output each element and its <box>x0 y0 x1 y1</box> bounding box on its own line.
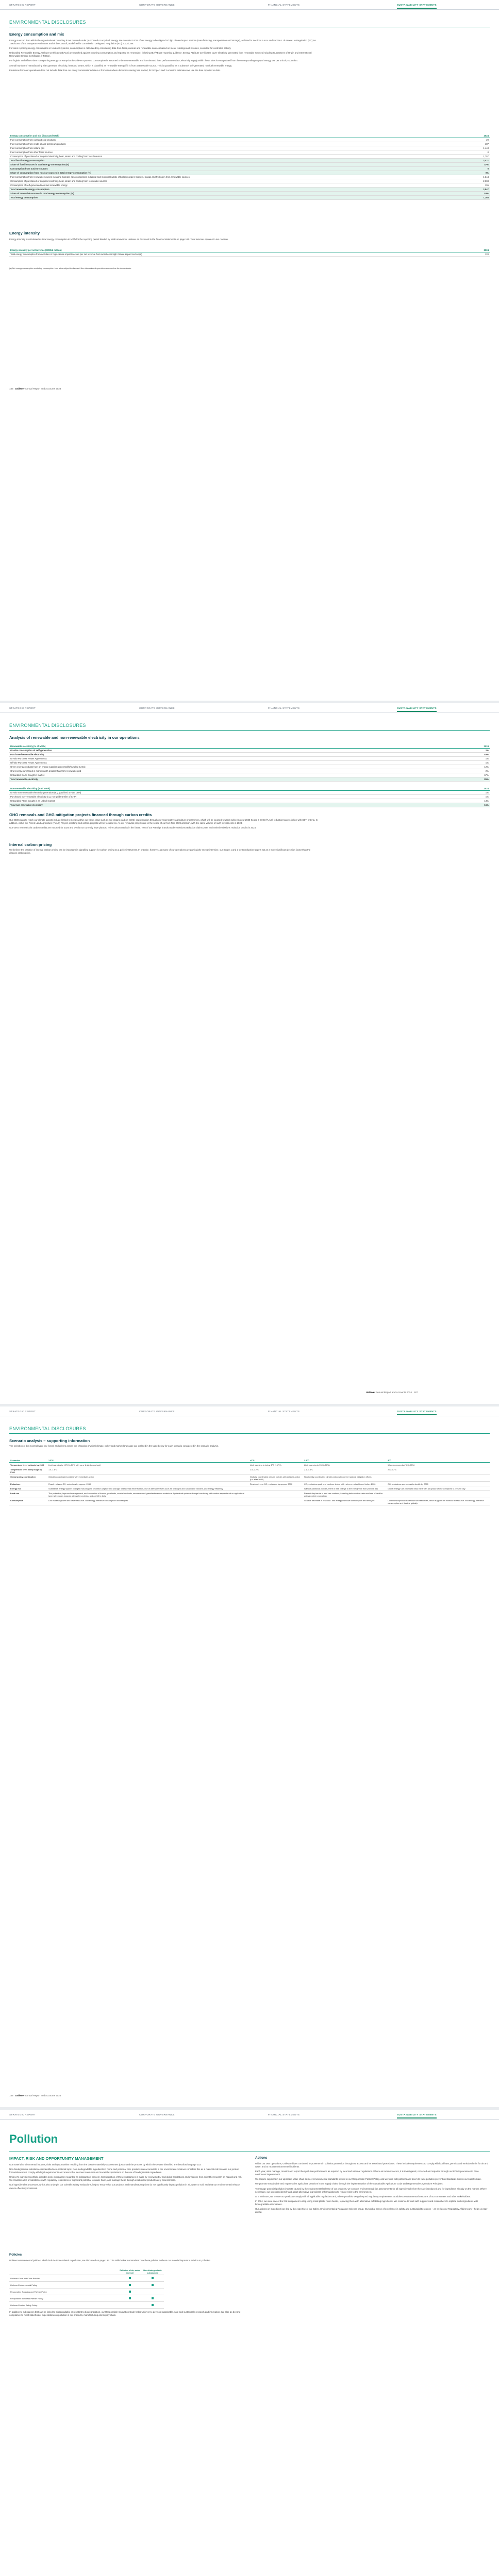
row-value: 12% <box>467 765 490 769</box>
table-row <box>9 146 490 150</box>
table-row <box>9 765 490 769</box>
table-cell <box>249 1486 303 1491</box>
table-cell: Globally coordinated climate policies with delayed action (i.e. after 2030) <box>249 1475 303 1482</box>
footnote: (a) Net energy consumption excluding consumption from sites subject to disposal. Non-discontinued operations are used as the denominator. <box>9 267 132 269</box>
paragraph: Our actions on ingredients are led by the expertise of our Safety, Environmental & Regulatory Science group. Our global sense of excellence in safety and sustainability science – as well as our Regulatory Affairs team – helps us stay ahead. <box>255 2208 488 2214</box>
top-nav <box>0 703 499 713</box>
section-heading: Scenario analysis – supporting information <box>9 1438 90 1443</box>
table-cell <box>249 1491 303 1498</box>
energy-intensity-table <box>9 248 490 257</box>
column-header: Non-biodegradable substances <box>141 2268 164 2275</box>
nav-corporate-governance[interactable]: CORPORATE GOVERNANCE <box>139 2113 175 2116</box>
page-189 <box>0 2110 499 2576</box>
page-footer <box>366 1391 418 1394</box>
policy-coverage-cell <box>141 2289 164 2295</box>
row-value: 29 <box>467 138 490 142</box>
table-cell: Reach net zero CO₂ emissions by approx. 2050 <box>47 1482 249 1486</box>
table-cell: Reach net zero CO₂ emissions by approx. 2070 <box>249 1482 303 1486</box>
nav-sustainability-statements[interactable]: SUSTAINABILITY STATEMENTS <box>397 4 437 6</box>
table-cell: 1.5–2.2°C <box>249 1467 303 1475</box>
column-header: Energy intensity per net revenue (MWh/€ million) <box>9 248 467 252</box>
table-header-row <box>9 134 490 138</box>
table-row <box>9 2302 164 2309</box>
table-cell: Limit warming to 3°C (>50%) <box>303 1463 387 1467</box>
page-187 <box>0 703 499 1404</box>
brand-name: Unilever <box>366 1391 376 1394</box>
table-cell <box>387 1475 490 1482</box>
column-header: 2024 <box>467 134 490 138</box>
policy-name: Responsible Sourcing and Partner Policy <box>9 2289 119 2295</box>
check-square-icon <box>129 2291 131 2293</box>
row-label: Unbundled EACs bought in market <box>9 773 467 777</box>
row-label: On-site consumption of self-generation <box>9 749 467 753</box>
row-value: 1% <box>467 795 490 799</box>
table-row <box>9 799 490 803</box>
row-value: 195 <box>467 183 490 188</box>
table-header-row <box>9 2268 164 2275</box>
table-cell: Present day trends in land use continue, including deforestation rates and use of land for animal protein production <box>303 1491 387 1498</box>
paragraph: Our ingredient list processes, which also underpin our scientific safety evaluations, help to ensure that our products and manufacturing sites do not significantly impact pollution in air, water or soil, and that our environmental release data is effectively monitored. <box>9 2183 240 2190</box>
page-188 <box>0 1406 499 2107</box>
nav-strategic-report[interactable]: STRATEGIC REPORT <box>9 1410 36 1413</box>
table-cell: Limit warming to 1.5°C (>50% with no or limited overshoot) <box>47 1463 249 1467</box>
top-nav <box>0 2110 499 2120</box>
table-row <box>9 753 490 757</box>
policy-name: Responsible Business Partner Policy <box>9 2295 119 2302</box>
paragraph: Our GHG removals via carbon credits are reported for 2024 and we do not currently have plans to retire carbon credits in the future. Two of our Prestige brands made emissions reduction claims 2024 and retired emissions reduction credits in 2024. <box>9 826 257 829</box>
row-label: Share of consumption from nuclear sources in total energy consumption (%) <box>9 171 467 175</box>
column-header: Scenarios <box>9 1458 47 1463</box>
nav-strategic-report[interactable]: STRATEGIC REPORT <box>9 2113 36 2116</box>
row-label: Fuel consumption from natural gas <box>9 146 467 150</box>
nav-strategic-report[interactable]: STRATEGIC REPORT <box>9 4 36 6</box>
scenario-table <box>9 1458 490 1505</box>
paragraph: Non-biodegradable substances is identified as a material topic. Non-biodegradable ingredients in home and personal care products can accumulate in the environment. Unilever considers this as a material risk because our product formulations must comply with legal requirements and ensure that we meet consumer and societal expectations on the use of biodegradable ingredients. <box>9 2168 240 2174</box>
row-label: Emissions <box>9 1482 47 1486</box>
table-row <box>9 179 490 183</box>
row-value: 2% <box>467 769 490 773</box>
row-value: 2% <box>467 749 490 753</box>
actions-text <box>255 2162 490 2215</box>
table-row <box>9 196 490 200</box>
policies-heading: Policies <box>9 2253 22 2257</box>
table-row <box>9 777 490 782</box>
row-value: 0 <box>467 167 490 171</box>
policy-coverage-cell <box>141 2282 164 2289</box>
check-square-icon <box>152 2284 154 2286</box>
column-header: 2024 <box>467 787 490 791</box>
intro-text: The selection of the most relevant key forces and drivers across the changing physical climate, policy and market landscape are outlined in the table below for each scenario considered in the scenario analysis. <box>9 1445 219 1447</box>
row-label: Purchased non-renewable electricity (e.g. non-grid transfer of CHP) <box>9 795 467 799</box>
top-nav <box>0 0 499 10</box>
paragraph: Our 2030 plans to reach our climate targets include limited removals within our value chain such as soil organic carbon (SOC) sequestration through our regenerative agriculture programmes, which will be counted towards achieving our 2030 Scope 3 GHG (FLAG) reduction targets in line with SBTi criteria. In addition, within the Forest Land Agriculture (FLAG) Project, insetting and carbon projects will be focused on. As our removals projects are in the scope of our Net Zero 2039 ambition, with the same volume of such investments in 2024. <box>9 819 318 825</box>
nav-corporate-governance[interactable]: CORPORATE GOVERNANCE <box>139 4 175 6</box>
top-nav <box>0 1406 499 1416</box>
row-value: 1% <box>467 761 490 765</box>
row-label: Fuel consumption from coal and coal products <box>9 138 467 142</box>
table-row <box>9 2295 164 2302</box>
paragraph: Emissions from our operations does not include data from our newly commissioned sites or from sites where decommissioning has started, for Scope 1 and 2 emission estimates we use the data reported to date. <box>9 69 221 72</box>
row-value: 85% <box>467 777 490 782</box>
policy-coverage-cell <box>141 2275 164 2282</box>
section-label: ENVIRONMENTAL DISCLOSURES <box>9 1426 86 1431</box>
table-cell: 2.8–5.7°C <box>387 1467 490 1475</box>
row-label: Grid energy purchased in markets with greater than 95% renewable grid <box>9 769 467 773</box>
table-cell: Low material growth and lower resource- and energy-intensive consumption and lifestyles <box>47 1498 249 1505</box>
table-cell: Limit warming to below 2°C (>67%) <box>249 1463 303 1467</box>
table-cell <box>387 1491 490 1498</box>
row-value: 3,421 <box>467 159 490 163</box>
check-square-icon <box>152 2304 154 2306</box>
paragraph: For sites reporting energy consumption in Unilever systems, consumption is calculated by considering data from fossil, nuclear and renewable sources based on meter readings and invoices, corrected for controlled activity. <box>9 47 231 50</box>
policy-coverage-cell <box>119 2302 141 2309</box>
table-row <box>9 749 490 753</box>
paragraph: Within our own operations, Unilever drives continued improvement in pollution prevention through our ECMS and its associated procedures. These include requirements to comply with local laws, permits and emission limits for air and water, and to report environmental incidents. <box>255 2162 489 2168</box>
column-header: 1.5°C <box>47 1458 249 1463</box>
check-square-icon <box>152 2297 154 2299</box>
table-cell: No globally coordinated climate policy with current national mitigation efforts <box>303 1475 387 1482</box>
policies-after-text: In addition to substances that can be linked to biodegradable or resistant to biodegradation, our Responsible Innovation Code helps Unilever to develop sustainable, safe and sustainable research and innovation. We also go beyond compliance to meet stakeholder expectations on pollution in our products, manufacturing and supply chain. <box>9 2311 241 2317</box>
paragraph: To manage potential pollution impacts caused by the environmental release of our products, we conduct environmental risk assessments for all ingredients before they are introduced and for ingredients already on the market. Where necessary, our scientists identify and adopt alternative ingredients or formulations to reduce risks to the environment. <box>255 2187 487 2193</box>
row-label: Consumption of purchased or acquired electricity, heat, steam and cooling from fossil sources <box>9 155 467 159</box>
table-cell: Warming exceeds 4°C (>50%) <box>387 1463 490 1467</box>
ghg-removals-text <box>9 819 319 831</box>
paragraph: Unilever's ingredient portfolio includes some substances regarded as pollutants of concern. Consideration of these substances is made by reviewing EU and global regulations and evidence from scientific research on hazard and risk. We maintain a list of substances with regulatory restrictions or significant potential to cause harm, and manage these through established product safety assessments. <box>9 2176 242 2182</box>
row-value: 0% <box>467 171 490 175</box>
column-header <box>9 2268 119 2275</box>
column-header: Energy consumption and mix (thousand MWh) <box>9 134 467 138</box>
table-row <box>9 192 490 196</box>
paragraph: For logistic and offices sites not reporting energy consumption in Unilever systems, consumption is assumed to be non-renewable and is estimated from performance data; electricity supply within these sites is extrapolated from the corresponding mapped energy use per unit of production. <box>9 59 298 62</box>
column-header: Renewable electricity (% of MWh) <box>9 744 467 749</box>
table-row <box>9 1482 490 1486</box>
row-label: Fuel consumption from crude oil and petroleum products <box>9 142 467 146</box>
table-row <box>9 1467 490 1475</box>
internal-carbon-text: We believe the practice of internal carbon pricing can be important in signalling support for carbon pricing as a policy instrument. In practice, however, as many of our operations are particularly energy intensive, our Scope 1 and 2 GHG reduction targets act as a more significant decision factor than the disease carbon price. <box>9 849 311 855</box>
policy-coverage-cell <box>119 2275 141 2282</box>
check-square-icon <box>129 2284 131 2286</box>
pollution-title: Pollution <box>9 2132 58 2145</box>
page-number: 186 <box>9 387 13 390</box>
nav-sustainability-statements[interactable]: SUSTAINABILITY STATEMENTS <box>397 1410 437 1413</box>
table-cell: Substantial energy system changes including use of carbon capture and storage, widespread electrification, use of alternative fuels such as hydrogen and sustainable biofuels, and energy efficiency <box>47 1486 249 1491</box>
nav-corporate-governance[interactable]: CORPORATE GOVERNANCE <box>139 1410 175 1413</box>
row-label: Global policy coordination <box>9 1475 47 1482</box>
row-label: Total energy consumption from activities in high climate impact sectors per net revenue from activities in high climate impact sectors(a) <box>9 252 467 257</box>
brand-name: Unilever <box>15 387 25 390</box>
page-footer <box>9 387 61 390</box>
energy-intensity-text: Energy intensity is calculated as total energy consumption in MWh for the reporting period divided by total turnover for Unilever as disclosed in the financial statements on page 185. Total turnover equates to net revenue. <box>9 238 229 241</box>
table-row <box>9 159 490 163</box>
paragraph: Energy sourced from within the organisational boundary is not counted under 'purchased or acquired' energy. We consider 100% of our energy to be aligned to high climate impact sectors (manufacturing, transportation and storage), as listed in Sections A to H and Section L of Annex I to Regulation (EC) No 1893/2006 of the European Parliament and of the Council, as defined in Commission Delegated Regulation (EU) 2022/1288. <box>9 39 316 45</box>
row-label: Off-site Purchase Power Agreements <box>9 761 467 765</box>
check-square-icon <box>129 2297 131 2299</box>
row-label: Total renewable energy consumption <box>9 188 467 192</box>
section-label: ENVIRONMENTAL DISCLOSURES <box>9 20 86 25</box>
column-header: Pollution of air, water and soil <box>119 2268 141 2275</box>
row-value: 120 <box>467 252 490 257</box>
policy-coverage-cell <box>141 2295 164 2302</box>
row-label: On-site non-renewable electricity generation (e.g. gas fired on-site CHP) <box>9 791 467 795</box>
table-row <box>9 252 490 257</box>
row-label: Green energy products from an energy supplier (green tariffs/bundled EACs) <box>9 765 467 769</box>
report-title: Annual Report and Accounts 2024 <box>25 387 61 390</box>
row-label: Purchased renewable electricity <box>9 753 467 757</box>
report-title: Annual Report and Accounts 2024 <box>376 1391 412 1394</box>
table-row <box>9 1463 490 1467</box>
table-row <box>9 2289 164 2295</box>
policy-coverage-cell <box>119 2295 141 2302</box>
table-row <box>9 171 490 175</box>
table-row <box>9 138 490 142</box>
paragraph: We require suppliers in our upstream value chain to meet environmental standards set out in our Responsible Partner Policy, and we work with partners and peers to raise pollution prevention standards across our supply chain. <box>255 2178 481 2181</box>
column-header: Non-renewable electricity (% of MWh) <box>9 787 467 791</box>
table-row <box>9 150 490 155</box>
row-label: Consumption from nuclear sources <box>9 167 467 171</box>
table-row <box>9 1498 490 1505</box>
ghg-removals-heading: GHG removals and GHG mitigation projects financed through carbon credits <box>9 812 152 817</box>
table-cell <box>249 1498 303 1505</box>
row-label: Temperature level estimate by 2100 <box>9 1463 47 1467</box>
paragraph: We promote sustainable and regenerative agriculture practices in our supply chain, through the implementation of the Sustainable Agriculture Code and Regenerative Agriculture Principles. <box>255 2182 443 2185</box>
paragraph: Our material Environmental impacts, risks and opportunities resulting from the double materiality assessment (DMA) and the process by which these were identified are described on page 133. <box>9 2163 202 2166</box>
non-renewable-electricity-table <box>9 787 490 807</box>
row-value: 1,448 <box>467 146 490 150</box>
page-number: 187 <box>413 1391 418 1394</box>
row-label: On-site Purchase Power Agreements <box>9 757 467 761</box>
section-label: ENVIRONMENTAL DISCLOSURES <box>9 723 86 728</box>
column-header: <2°C <box>249 1458 303 1463</box>
brand-name: Unilever <box>15 2094 25 2097</box>
table-cell: CO₂ emissions peak and continue to rise with net zero not achieved before 2100 <box>303 1482 387 1486</box>
table-row <box>9 791 490 795</box>
row-label: Share of renewable sources in total energy consumption (%) <box>9 192 467 196</box>
table-row <box>9 761 490 765</box>
paragraph: Unbundled Renewable Energy Attribute Certificates (EACs) are matched against reporting consumption and reported as renewable, following IEA/RE100 reporting guidance. Energy Attribute Certificates cover electricity generated from renewable sources including Guarantees of Origin and International Renewable Energy Certificates (I-RECs). <box>9 52 312 58</box>
table-row <box>9 142 490 146</box>
row-value: 15% <box>467 803 490 807</box>
policies-intro: Unilever environmental policies, which include those related to pollution, are discussed on page 133. The table below summarises how these policies address our material impacts in relation to pollution. <box>9 2259 211 2262</box>
table-row <box>9 1475 490 1482</box>
nav-corporate-governance[interactable]: CORPORATE GOVERNANCE <box>139 707 175 709</box>
column-header: 2024 <box>467 248 490 252</box>
table-row <box>9 773 490 777</box>
table-cell: Globally coordinated policies with immediate action <box>47 1475 249 1482</box>
row-value: 83% <box>467 753 490 757</box>
row-label: Fuel consumption from other fossil sources <box>9 150 467 155</box>
row-label: Fuel consumption from renewable sources including biomass (also comprising industrial and municipal waste of biologic origin), biofuels, biogas and hydrogen from renewable sources <box>9 175 467 179</box>
row-label: Share of fossil sources in total energy consumption (%) <box>9 163 467 167</box>
page-footer <box>9 2094 61 2097</box>
row-value: 47% <box>467 163 490 167</box>
actions-heading: Actions <box>255 2156 268 2160</box>
page-number: 188 <box>9 2094 13 2097</box>
policy-coverage-cell <box>119 2282 141 2289</box>
column-header: 2024 <box>467 744 490 749</box>
table-header-row <box>9 1458 490 1463</box>
column-header: 4°C <box>387 1458 490 1463</box>
body-text <box>9 39 319 74</box>
section-heading: Energy consumption and mix <box>9 32 64 37</box>
divider <box>9 1433 490 1434</box>
column-header: 2.5°C <box>303 1458 387 1463</box>
row-value: 1,344 <box>467 175 490 179</box>
paragraph: A small number of manufacturing sites generate electricity, heat and steam, which is classified as renewable energy if it is from a renewable source. This is quantified as a subset of self-generated non-fuel renewable energy. <box>9 64 232 67</box>
table-row <box>9 769 490 773</box>
row-value: 2,308 <box>467 179 490 183</box>
table-row <box>9 175 490 179</box>
nav-financial-statements[interactable]: FINANCIAL STATEMENTS <box>268 707 300 709</box>
section-heading: Analysis of renewable and non-renewable electricity in our operations <box>9 735 140 740</box>
paragraph: Each year, sites manage, monitor and report their pollution performance as required by local and national regulations. Where an incident occurs, it is investigated, corrected and reported through our ECMS processes to drive continuous improvement. <box>255 2170 479 2176</box>
table-row <box>9 1491 490 1498</box>
policy-table <box>9 2268 164 2309</box>
table-cell: Continued exploitation of fossil fuel resources, which supports an increase in resource- and energy-intensive consumption and lifestyle globally <box>387 1498 490 1505</box>
paragraph: In 2024, we were one of the first companies to stop using small plastic micro beads, replacing them with alternative exfoliating ingredients. We continue to work with suppliers and researchers to replace such ingredients with biodegradable alternatives. <box>255 2199 478 2206</box>
table-row <box>9 1486 490 1491</box>
nav-financial-statements[interactable]: FINANCIAL STATEMENTS <box>268 1410 300 1413</box>
row-label: Land use <box>9 1491 47 1498</box>
table-cell: 2.1–3.5°C <box>303 1467 387 1475</box>
row-label: Unbundled RECs bought in an unbuilt market <box>9 799 467 803</box>
policy-name: Unilever Environmental Policy <box>9 2282 119 2289</box>
row-label: Energy mix <box>9 1486 47 1491</box>
row-value: 7,268 <box>467 196 490 200</box>
nav-sustainability-statements[interactable]: SUSTAINABILITY STATEMENTS <box>397 2113 437 2116</box>
table-row <box>9 163 490 167</box>
table-cell: 1.4–1.8°C <box>47 1467 249 1475</box>
nav-strategic-report[interactable]: STRATEGIC REPORT <box>9 707 36 709</box>
page-186 <box>0 0 499 701</box>
iro-heading: IMPACT, RISK AND OPPORTUNITY MANAGEMENT <box>9 2156 104 2161</box>
row-label: Total fossil energy consumption <box>9 159 467 163</box>
row-value: 1% <box>467 757 490 761</box>
table-row <box>9 167 490 171</box>
policy-name: Unilever Code and Code Policies <box>9 2275 119 2282</box>
table-header-row <box>9 744 490 749</box>
divider <box>9 730 490 731</box>
table-row <box>9 188 490 192</box>
nav-financial-statements[interactable]: FINANCIAL STATEMENTS <box>268 4 300 6</box>
row-value: 53% <box>467 192 490 196</box>
row-label: Consumption of purchased or acquired electricity, heat, steam and cooling from renewable sources <box>9 179 467 183</box>
row-label: Total energy consumption <box>9 196 467 200</box>
energy-mix-table <box>9 134 490 200</box>
nav-financial-statements[interactable]: FINANCIAL STATEMENTS <box>268 2113 300 2116</box>
row-value: 187 <box>467 142 490 146</box>
table-row <box>9 2275 164 2282</box>
table-cell: Gradual decrease in resource- and energy-intensive consumption and lifestyles <box>303 1498 387 1505</box>
table-cell: CO₂ emissions approximately double by 2050 <box>387 1482 490 1486</box>
check-square-icon <box>152 2277 154 2279</box>
table-header-row <box>9 787 490 791</box>
row-label: Consumption <box>9 1498 47 1505</box>
energy-intensity-heading: Energy intensity <box>9 231 40 235</box>
renewable-electricity-table <box>9 744 490 782</box>
table-cell: Without additional policies, there is little change to the energy mix from present day <box>303 1486 387 1491</box>
policy-name: Unilever Product Safety Policy <box>9 2302 119 2309</box>
policy-coverage-cell <box>141 2302 164 2309</box>
row-label: Total renewable electricity <box>9 777 467 782</box>
paragraph: At a minimum, we ensure our products comply with all applicable regulations and, where possible, we go beyond regulatory requirements to address environmental concerns of our consumers and other stakeholders. <box>255 2195 471 2198</box>
table-cell: Global energy use prioritises fossil fuels with an uptake of use compared to present day <box>387 1486 490 1491</box>
table-row <box>9 795 490 799</box>
table-row <box>9 155 490 159</box>
table-cell: The protection, improved management, and restoration of forests, peatlands, coastal wetlands, savannas and grasslands reduce emissions. Agricultural systems change from today, with carbon sequestered on agricultural land, with moves towards alternative proteins, and a shift in diets <box>47 1491 249 1498</box>
iro-text <box>9 2163 244 2192</box>
row-value: 1,757 <box>467 155 490 159</box>
row-label: Temperature level likely range by 2100 <box>9 1467 47 1475</box>
nav-sustainability-statements[interactable]: SUSTAINABILITY STATEMENTS <box>397 707 437 709</box>
internal-carbon-heading: Internal carbon pricing <box>9 842 52 847</box>
table-row <box>9 183 490 188</box>
table-row <box>9 757 490 761</box>
report-title: Annual Report and Accounts 2024 <box>25 2094 61 2097</box>
row-value: 3,847 <box>467 188 490 192</box>
table-row <box>9 2282 164 2289</box>
row-value: 1% <box>467 791 490 795</box>
row-value: 13% <box>467 799 490 803</box>
table-row <box>9 803 490 807</box>
policy-coverage-cell <box>119 2289 141 2295</box>
row-value: 0 <box>467 150 490 155</box>
row-label: Consumption of self-generated non-fuel renewable energy <box>9 183 467 188</box>
table-header-row <box>9 248 490 252</box>
check-square-icon <box>129 2277 131 2279</box>
row-label: Total non-renewable electricity <box>9 803 467 807</box>
row-value: 67% <box>467 773 490 777</box>
